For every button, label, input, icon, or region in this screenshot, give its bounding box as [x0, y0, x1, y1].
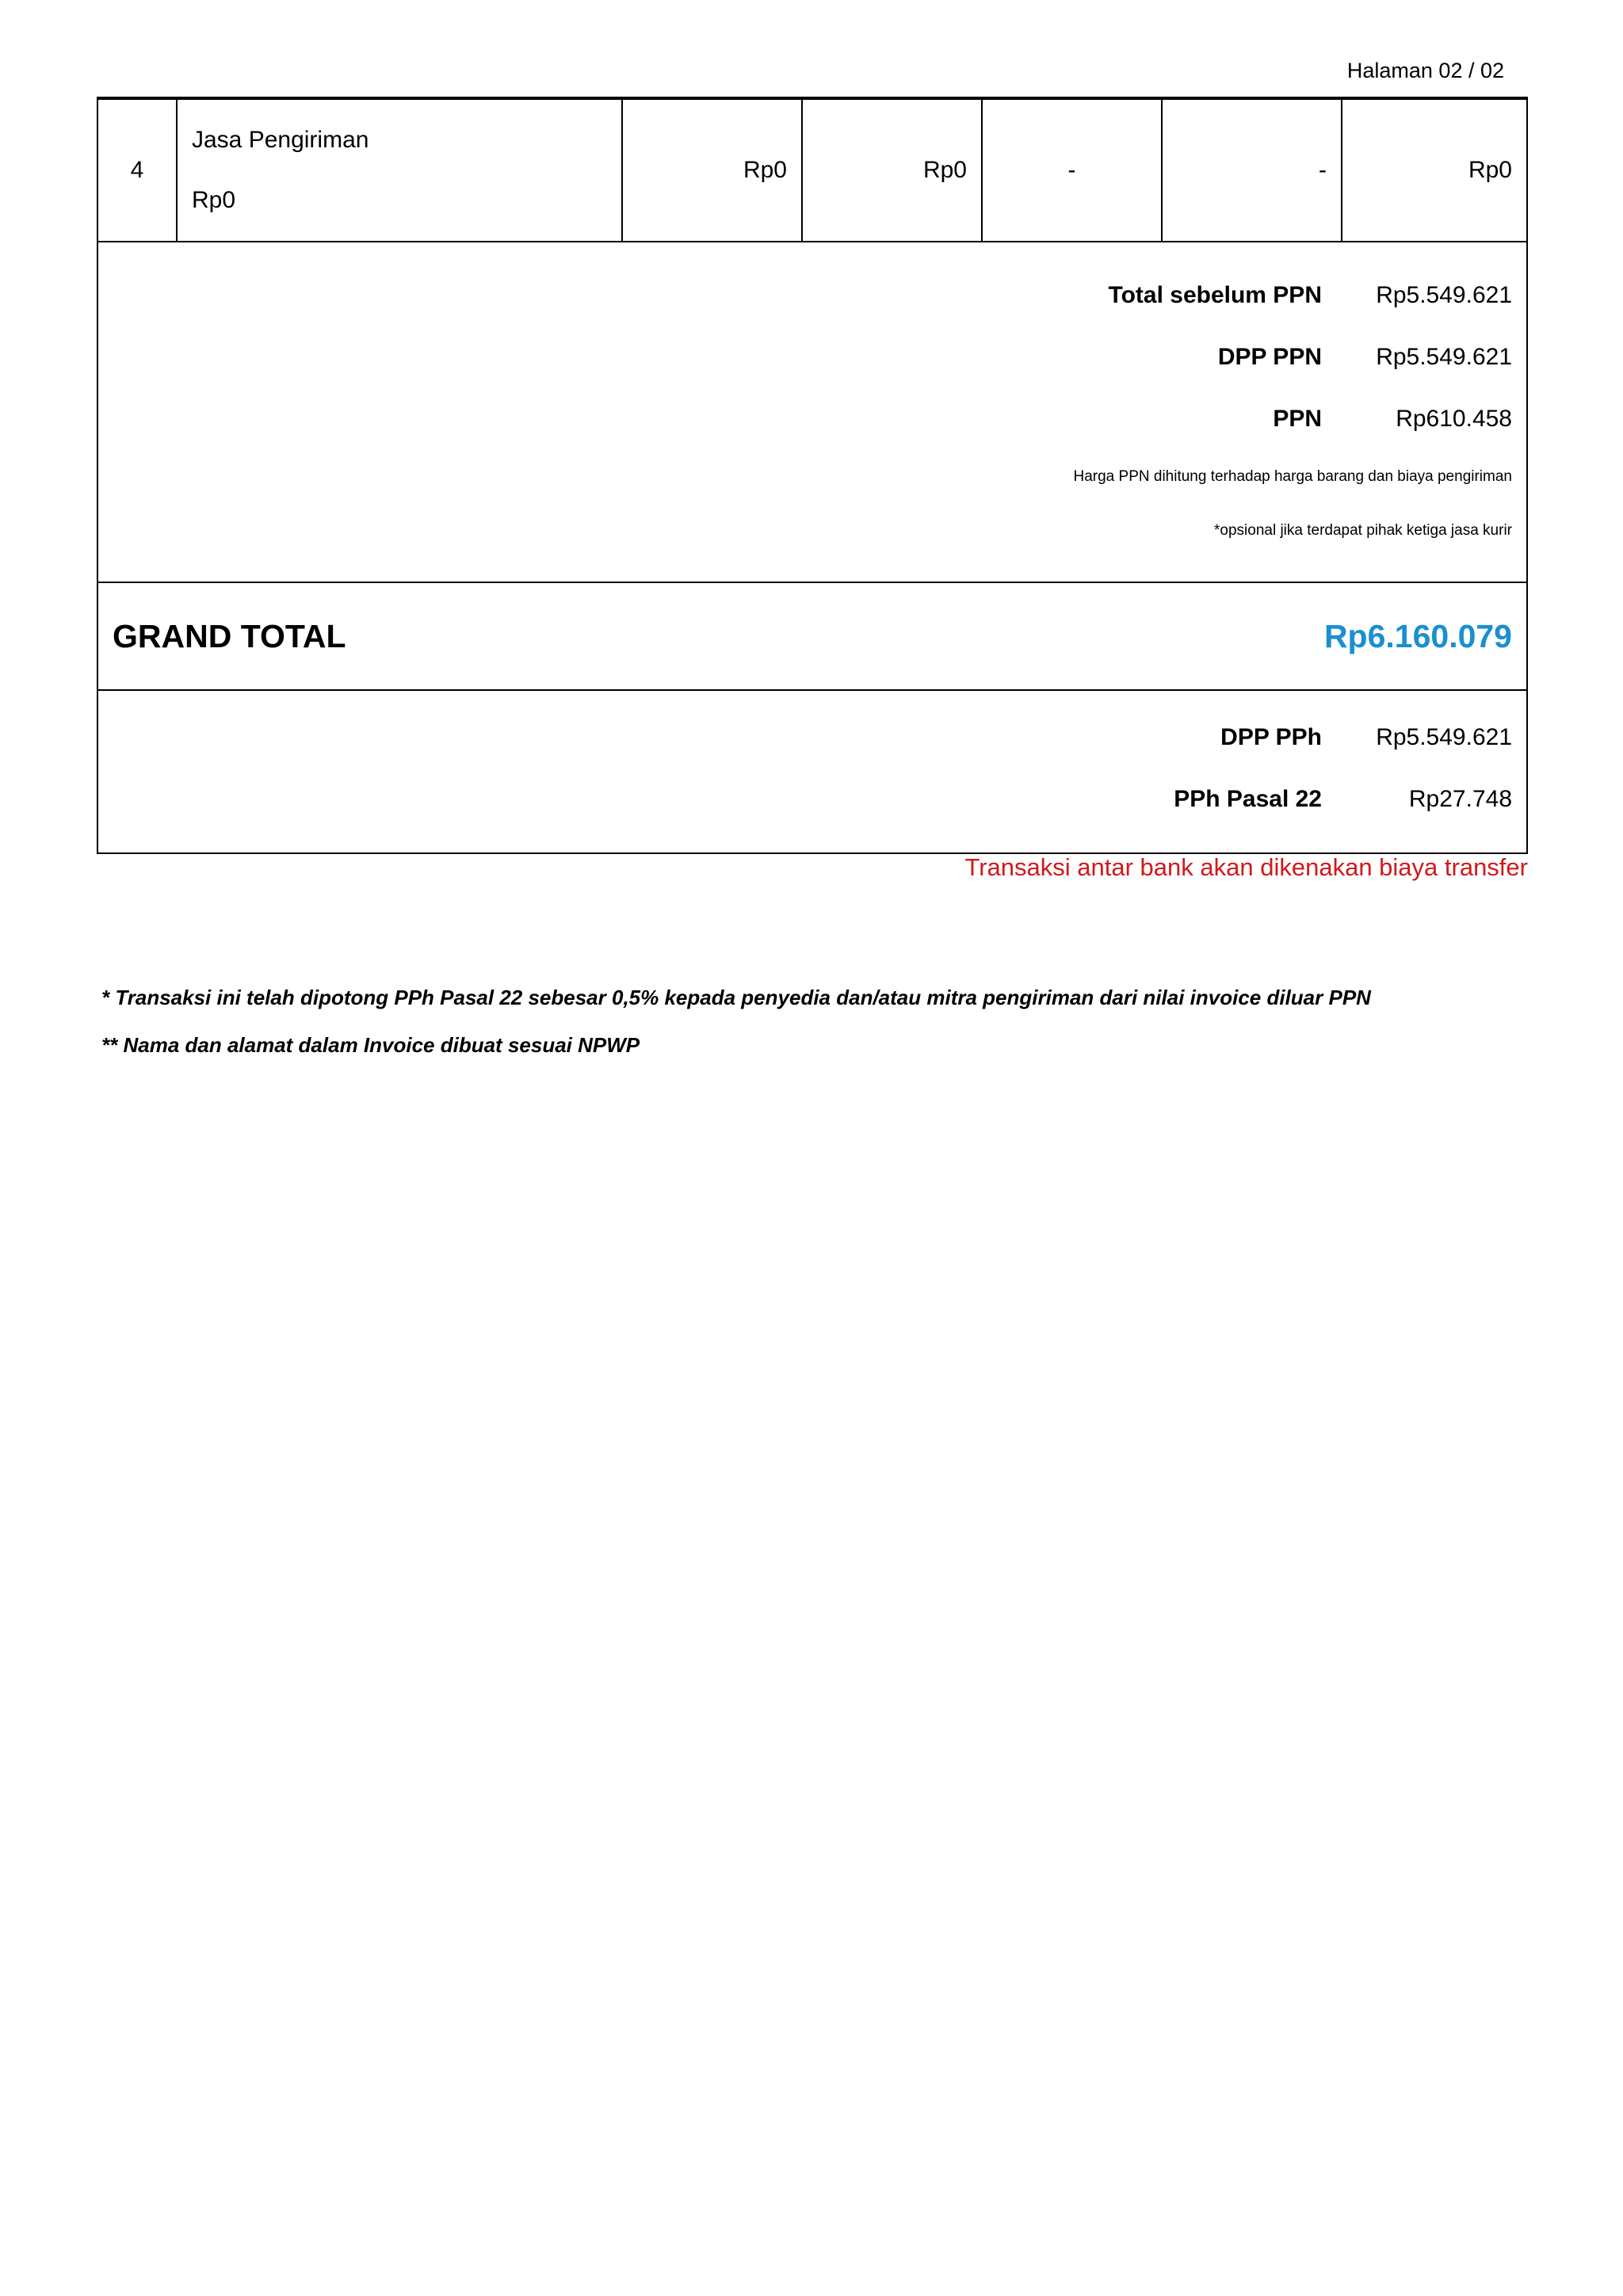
item-number: 4	[98, 100, 178, 241]
item-price: Rp0	[623, 100, 803, 241]
total-before-ppn-value: Rp5.549.621	[1376, 282, 1512, 308]
item-tax: -	[1163, 100, 1342, 241]
footnote-pph22: * Transaksi ini telah dipotong PPh Pasal 22 sebesar 0,5% kepada penyedia dan/atau mitra pengiriman dari nilai invoice diluar PPN	[101, 986, 1371, 1009]
transfer-fee-notice: Transaksi antar bank akan dikenakan biaya transfer	[964, 853, 1528, 881]
ppn-value: Rp610.458	[1396, 406, 1512, 432]
dpp-pph-label: DPP PPh	[1220, 724, 1322, 750]
item-subtotal: Rp0	[803, 100, 983, 241]
item-sub-price: Rp0	[192, 187, 236, 213]
item-total: Rp0	[1468, 157, 1512, 183]
pph22-value: Rp27.748	[1408, 786, 1512, 812]
dpp-ppn-value: Rp5.549.621	[1376, 344, 1512, 370]
item-description-cell	[178, 100, 623, 241]
pph22-line	[113, 769, 1512, 830]
optional-note: *opsional jika terdapat pihak ketiga jasa kurir	[1214, 522, 1512, 539]
total-before-ppn-line	[113, 265, 1512, 326]
table-row	[98, 100, 1526, 242]
grand-total-row	[98, 583, 1526, 691]
item-discount: -	[983, 100, 1163, 241]
footnote-npwp: ** Nama dan alamat dalam Invoice dibuat sesuai NPWP	[101, 1033, 640, 1057]
tax-section	[98, 691, 1526, 852]
pph22-label: PPh Pasal 22	[1174, 786, 1322, 812]
total-before-ppn-label: Total sebelum PPN	[1108, 282, 1322, 308]
dpp-pph-value: Rp5.549.621	[1376, 724, 1512, 750]
item-name: Jasa Pengiriman	[192, 127, 369, 153]
ppn-note: Harga PPN dihitung terhadap harga barang dan biaya pengiriman	[1073, 468, 1512, 485]
grand-total-label: GRAND TOTAL	[113, 617, 346, 654]
dpp-pph-line	[113, 707, 1512, 769]
dpp-ppn-label: DPP PPN	[1217, 344, 1322, 370]
invoice-table	[97, 97, 1528, 854]
summary-section	[98, 242, 1526, 583]
ppn-label: PPN	[1273, 406, 1322, 432]
page-indicator: Halaman 02 / 02	[1346, 59, 1504, 82]
grand-total-value: Rp6.160.079	[1323, 617, 1512, 654]
dpp-ppn-line	[113, 326, 1512, 388]
ppn-line	[113, 388, 1512, 450]
